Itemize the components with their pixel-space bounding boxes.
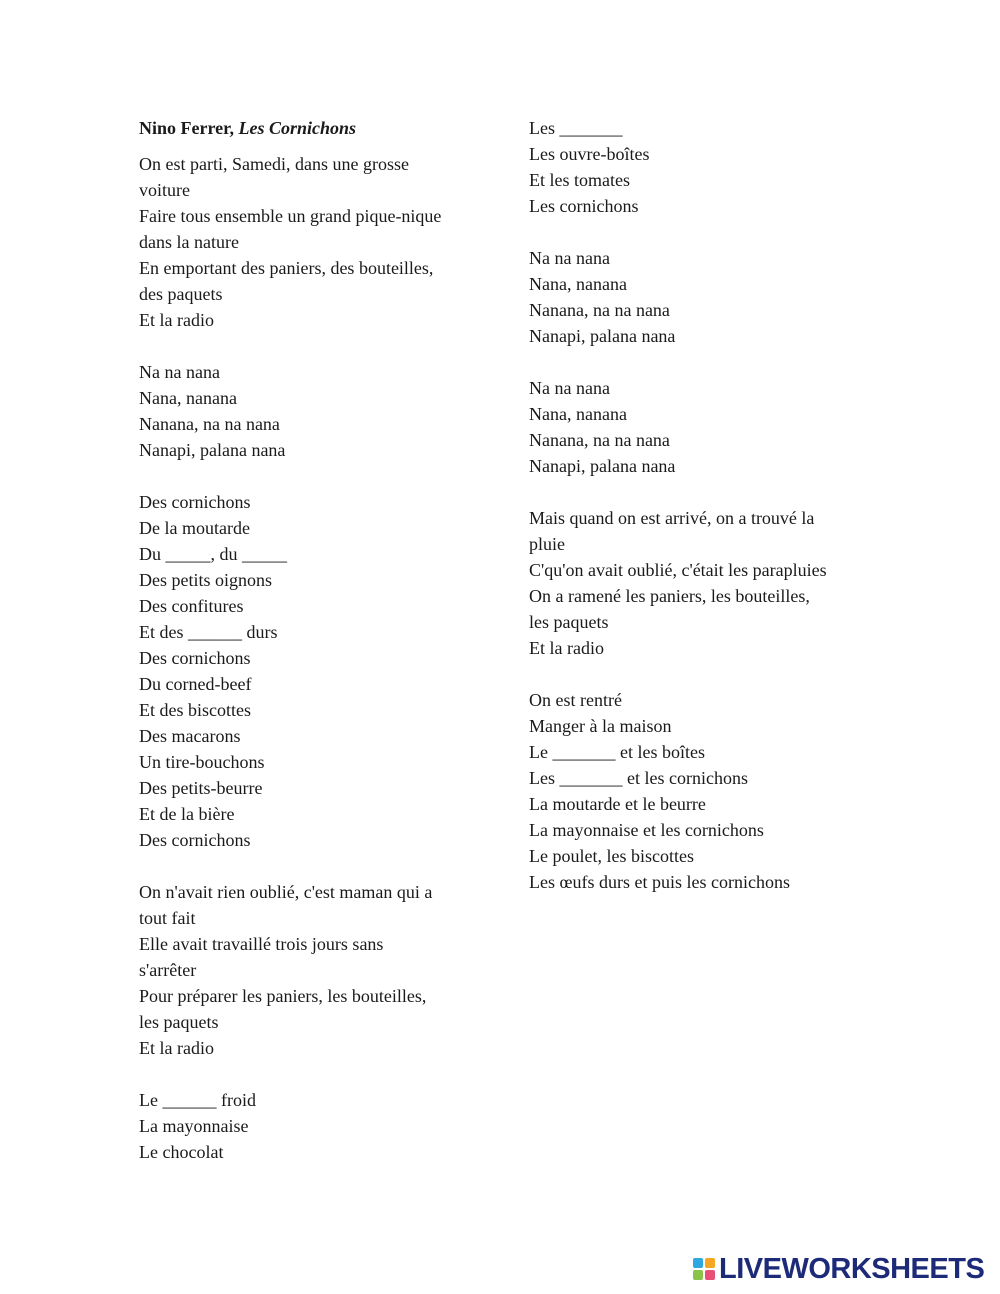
lyric-line: Et des biscottes [139, 700, 251, 720]
lyric-line: pluie [529, 534, 565, 554]
lyric-line: Des petits-beurre [139, 778, 263, 798]
lyric-line: Des cornichons [139, 648, 251, 668]
logo-square-v [693, 1270, 703, 1280]
stanza [529, 245, 874, 349]
stanza [139, 1087, 484, 1165]
song-name: Les Cornichons [238, 118, 357, 138]
lyric-line: Nana, nanana [529, 404, 627, 424]
stanza [529, 505, 874, 661]
lyric-line: On est rentré [529, 690, 622, 710]
lyric-line: voiture [139, 180, 190, 200]
stanza [139, 879, 484, 1061]
logo-square-l [693, 1258, 703, 1268]
left-column [139, 115, 484, 1191]
lyric-line: Et les tomates [529, 170, 630, 190]
stanza [139, 359, 484, 463]
lyric-line: les paquets [529, 612, 609, 632]
stanza [139, 151, 484, 333]
lyric-line: En emportant des paniers, des bouteilles, [139, 258, 434, 278]
lyric-line: Du corned-beef [139, 674, 252, 694]
lyric-line: Les _______ [529, 118, 623, 138]
lyric-line: La moutarde et le beurre [529, 794, 706, 814]
lyric-line: Et la radio [529, 638, 604, 658]
lyric-line: Les cornichons [529, 196, 639, 216]
lyric-line: Les œufs durs et puis les cornichons [529, 872, 790, 892]
lyric-line: Pour préparer les paniers, les bouteilles, [139, 986, 427, 1006]
lyric-line: Et des ______ durs [139, 622, 278, 642]
lyric-line: Na na nana [529, 378, 610, 398]
lyric-line: La mayonnaise [139, 1116, 249, 1136]
logo-square-e [705, 1270, 715, 1280]
lyric-line: Un tire-bouchons [139, 752, 265, 772]
lyric-line: Nana, nanana [139, 388, 237, 408]
lyric-line: Du _____, du _____ [139, 544, 287, 564]
lyric-line: Le poulet, les biscottes [529, 846, 694, 866]
liveworksheets-brand [693, 1253, 993, 1285]
lyric-line: De la moutarde [139, 518, 250, 538]
lyric-line: dans la nature [139, 232, 239, 252]
stanza [529, 687, 874, 895]
lyric-line: On est parti, Samedi, dans une grosse [139, 154, 409, 174]
lyric-line: Elle avait travaillé trois jours sans [139, 934, 384, 954]
lyric-line: Na na nana [529, 248, 610, 268]
logo-square-i [705, 1258, 715, 1268]
lyric-line: Faire tous ensemble un grand pique-nique [139, 206, 442, 226]
song-title [139, 115, 484, 141]
stanza [529, 115, 874, 219]
lyric-line: Des cornichons [139, 830, 251, 850]
lyric-line: Des confitures [139, 596, 244, 616]
lyric-line: Le chocolat [139, 1142, 224, 1162]
lyric-line: Et la radio [139, 1038, 214, 1058]
lyric-line: Et de la bière [139, 804, 235, 824]
lyric-line: Nanana, na na nana [529, 430, 670, 450]
lyric-line: Les ouvre-boîtes [529, 144, 650, 164]
stanza [139, 489, 484, 853]
lyric-line: Na na nana [139, 362, 220, 382]
liveworksheets-logo-icon [693, 1258, 715, 1280]
brand-name: LIVEWORKSHEETS [719, 1252, 985, 1285]
right-column [529, 115, 874, 921]
lyric-line: Nana, nanana [529, 274, 627, 294]
lyric-line: Manger à la maison [529, 716, 672, 736]
lyric-line: C'qu'on avait oublié, c'était les parapluies [529, 560, 827, 580]
lyric-line: Le ______ froid [139, 1090, 256, 1110]
lyric-line: La mayonnaise et les cornichons [529, 820, 764, 840]
lyric-line: tout fait [139, 908, 196, 928]
lyric-line: Nanapi, palana nana [139, 440, 286, 460]
lyric-line: Des cornichons [139, 492, 251, 512]
author-name: Nino Ferrer, [139, 118, 234, 138]
lyric-line: les paquets [139, 1012, 219, 1032]
lyric-line: On n'avait rien oublié, c'est maman qui a [139, 882, 433, 902]
lyric-line: Le _______ et les boîtes [529, 742, 705, 762]
lyric-line: Des macarons [139, 726, 241, 746]
lyric-line: Nanana, na na nana [139, 414, 280, 434]
lyric-line: On a ramené les paniers, les bouteilles, [529, 586, 810, 606]
stanza [529, 375, 874, 479]
lyric-line: s'arrêter [139, 960, 197, 980]
lyric-line: Nanapi, palana nana [529, 326, 676, 346]
lyric-line: Des petits oignons [139, 570, 272, 590]
lyric-line: Et la radio [139, 310, 214, 330]
lyric-line: Nanapi, palana nana [529, 456, 676, 476]
lyric-line: Nanana, na na nana [529, 300, 670, 320]
lyric-line: Les _______ et les cornichons [529, 768, 748, 788]
lyric-line: des paquets [139, 284, 223, 304]
lyric-line: Mais quand on est arrivé, on a trouvé la [529, 508, 815, 528]
